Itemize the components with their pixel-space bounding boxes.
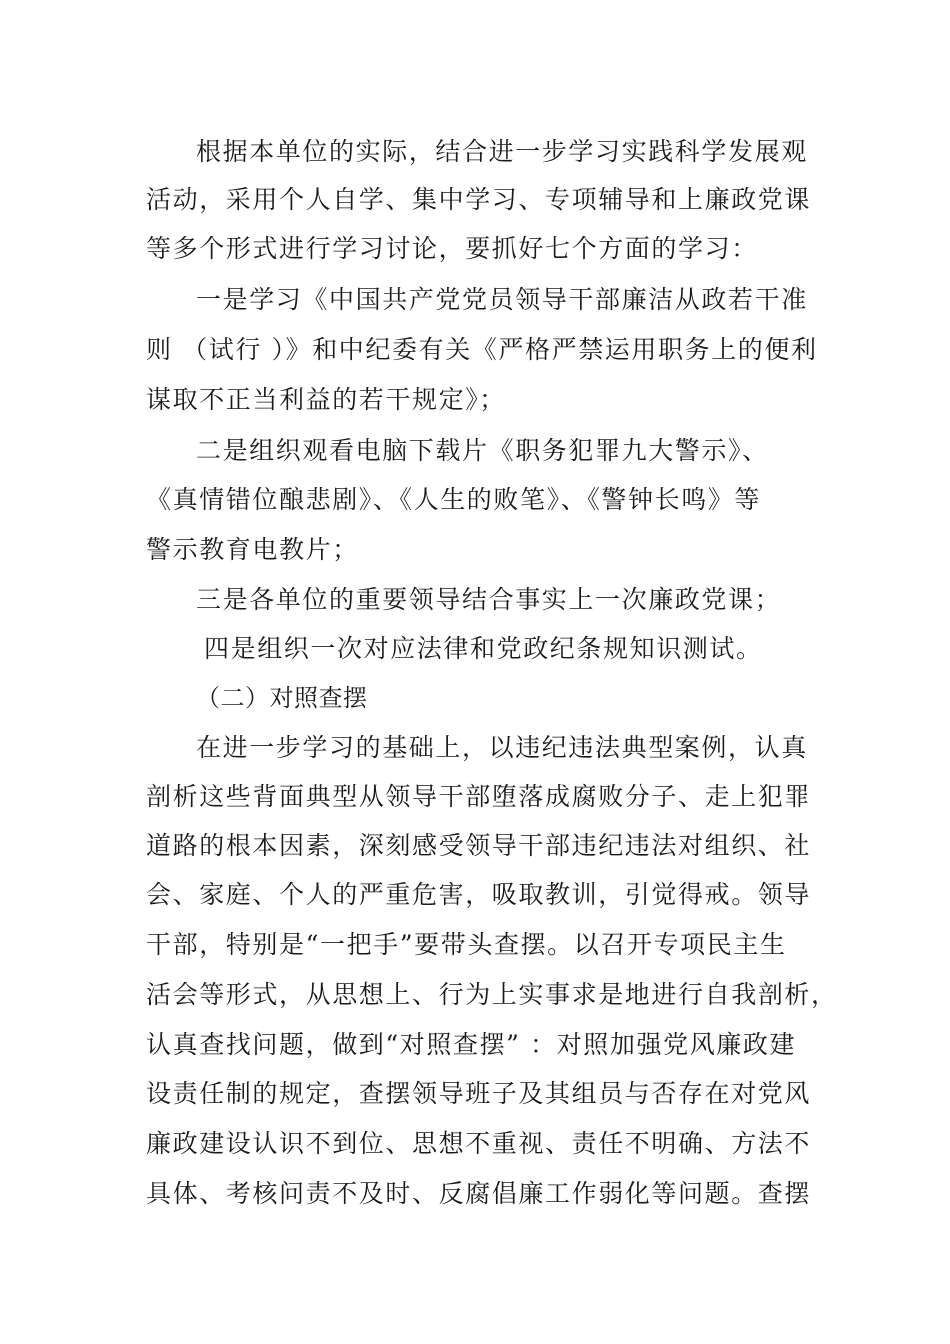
paragraph-line: 剖析这些背面典型从领导干部堕落成腐败分子、走上犯罪 — [146, 782, 812, 811]
paragraph-line: 则 （试行 ）》和中纪委有关《严格严禁运用职务上的便利 — [146, 335, 818, 364]
paragraph-line: 三是各单位的重要领导结合事实上一次廉政党课； — [196, 585, 782, 614]
paragraph-line: 道路的根本因素，深刻感受领导干部违纪违法对组织、社 — [146, 831, 812, 860]
paragraph-line: 设责任制的规定，查摆领导班子及其组员与否存在对党风 — [146, 1079, 812, 1108]
paragraph-line: 在进一步学习的基础上，以违纪违法典型案例，认真 — [196, 733, 808, 762]
paragraph-line: 活会等形式，从思想上、行为上实事求是地进行自我剖析， — [146, 980, 838, 1009]
paragraph-line: 等多个形式进行学习讨论，要抓好七个方面的学习： — [146, 234, 758, 263]
paragraph-line: 二是组织观看电脑下载片《职务犯罪九大警示》、 — [196, 436, 769, 465]
paragraph-line: 干部，特别是“一把手”要带头查摆。以召开专项民主生 — [146, 930, 787, 959]
paragraph-line: 四是组织一次对应法律和党政纪条规知识测试。 — [204, 634, 763, 663]
paragraph-line: 具体、考核问责不及时、反腐倡廉工作弱化等问题。查摆 — [146, 1179, 812, 1208]
paragraph-line: 会、家庭、个人的严重危害，吸取教训，引觉得戒。领导 — [146, 880, 812, 909]
paragraph-line: 警示教育电教片； — [146, 535, 359, 564]
paragraph-line: 谋取不正当利益的若干规定》； — [146, 385, 506, 414]
paragraph-line: 一是学习《中国共产党党员领导干部廉洁从政若干准 — [196, 285, 808, 314]
paragraph-line: 《真情错位酿悲剧》、《人生的败笔》、《警钟长鸣》等 — [146, 485, 762, 514]
paragraph-line: 认真查找问题，做到“对照查摆” ：对照加强党风廉政建 — [146, 1030, 797, 1059]
paragraph-line: 廉政建设认识不到位、思想不重视、责任不明确、方法不 — [146, 1129, 812, 1158]
paragraph-line: 活动，采用个人自学、集中学习、专项辅导和上廉政党课 — [146, 185, 812, 214]
section-heading: （二）对照查摆 — [196, 684, 368, 712]
paragraph-line: 根据本单位的实际，结合进一步学习实践科学发展观 — [196, 137, 808, 166]
